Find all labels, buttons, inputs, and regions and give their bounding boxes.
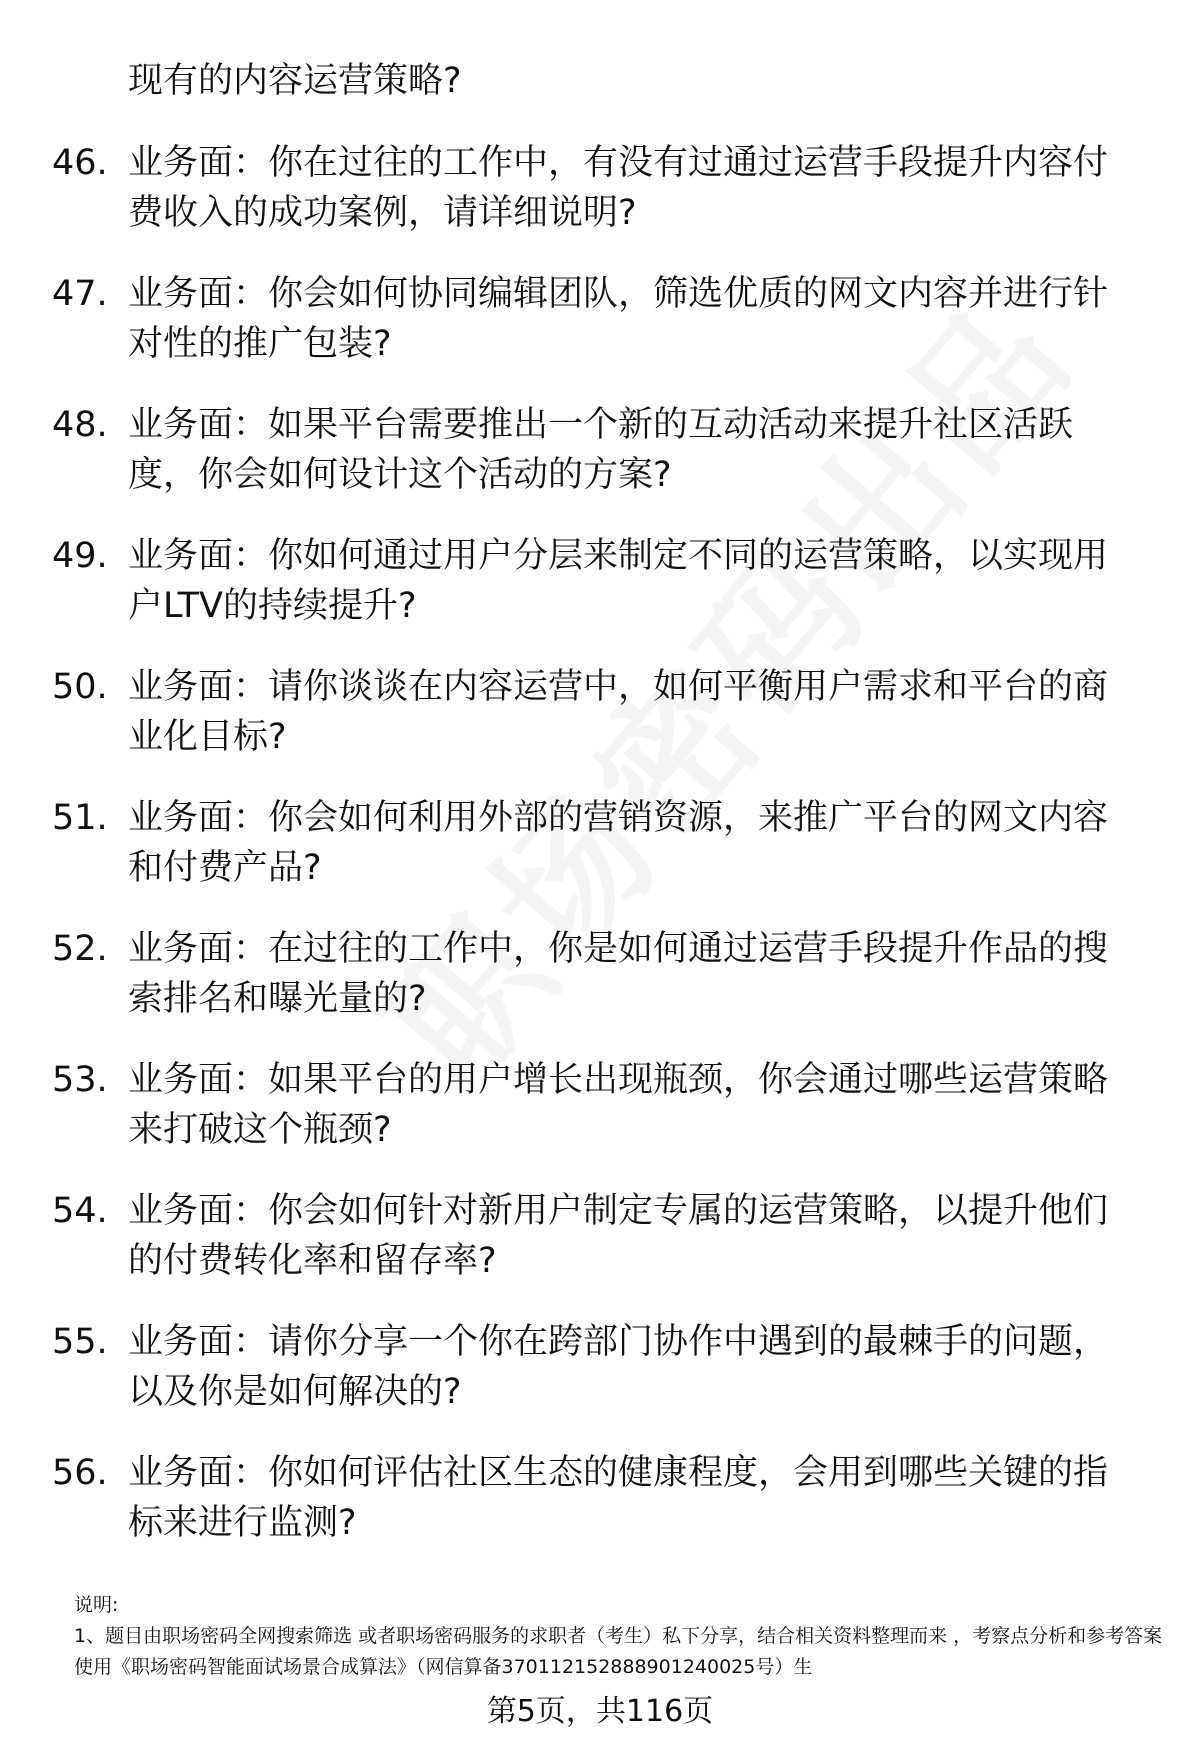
question-text: 业务面：你如何通过用户分层来制定不同的运营策略，以实现用户LTV的持续提升? [128,536,1109,626]
question-continuation: 现有的内容运营策略? [128,61,462,101]
question-item-56 [0,1448,1200,1579]
question-number: 49. [52,536,108,576]
question-number: 54. [52,1191,108,1231]
question-item-47 [0,269,1200,400]
question-item-51 [0,793,1200,924]
question-number: 48. [52,405,108,445]
question-item-55 [0,1317,1200,1448]
question-list [0,138,1200,1579]
question-text: 业务面：在过往的工作中，你是如何通过运营手段提升作品的搜索排名和曝光量的? [128,929,1109,1019]
question-item-52 [0,924,1200,1055]
question-number: 50. [52,667,108,707]
notes-heading: 说明: [74,1594,119,1616]
question-number: 52. [52,929,108,969]
question-number: 55. [52,1322,108,1362]
notes-section [74,1590,1164,1683]
question-number: 51. [52,798,108,838]
question-item-49 [0,531,1200,662]
question-number: 56. [52,1453,108,1493]
question-text: 业务面：你会如何利用外部的营销资源，来推广平台的网文内容和付费产品? [128,798,1109,888]
question-text: 业务面：你在过往的工作中，有没有过通过运营手段提升内容付费收入的成功案例，请详细说明? [128,143,1109,233]
question-text: 业务面：你如何评估社区生态的健康程度，会用到哪些关键的指标来进行监测? [128,1453,1109,1543]
question-number: 53. [52,1060,108,1100]
page-number-footer: 第5页，共116页 [486,1694,714,1729]
question-number: 47. [52,274,108,314]
question-text: 业务面：请你谈谈在内容运营中，如何平衡用户需求和平台的商业化目标? [128,667,1109,757]
question-item-54 [0,1186,1200,1317]
notes-line: 1、题目由职场密码全网搜索筛选 或者职场密码服务的求职者（考生）私下分享，结合相关资料整理而来 ，考察点分析和参考答案使用《职场密码智能面试场景合成算法》（网信算备370112152888901240025号）生 [74,1625,1163,1678]
question-text: 业务面：你会如何针对新用户制定专属的运营策略，以提升他们的付费转化率和留存率? [128,1191,1109,1281]
question-text: 业务面：如果平台需要推出一个新的互动活动来提升社区活跃度，你会如何设计这个活动的方案? [128,405,1074,495]
question-text: 业务面：如果平台的用户增长出现瓶颈，你会通过哪些运营策略来打破这个瓶颈? [128,1060,1109,1150]
question-number: 46. [52,143,108,183]
question-item-53 [0,1055,1200,1186]
question-item-50 [0,662,1200,793]
question-text: 业务面：请你分享一个你在跨部门协作中遇到的最棘手的问题，以及你是如何解决的? [128,1322,1109,1412]
question-text: 业务面：你会如何协同编辑团队，筛选优质的网文内容并进行针对性的推广包装? [128,274,1109,364]
question-item-46 [0,138,1200,269]
question-item-48 [0,400,1200,531]
